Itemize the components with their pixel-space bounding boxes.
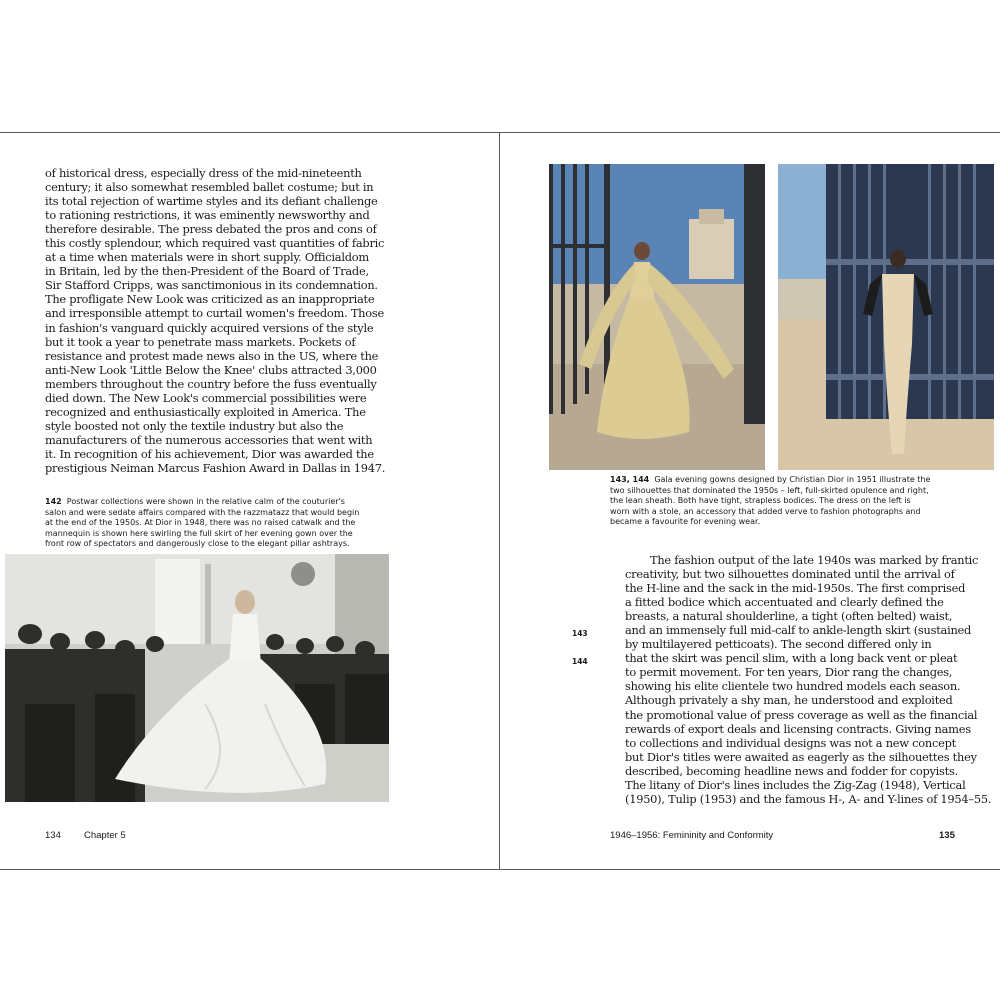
body-line: but Dior's titles were awaited as eagerly as the silhouettes they [625, 749, 977, 764]
left-page [0, 133, 499, 869]
body-line: in Britain, led by the then-President of the Board of Trade, [45, 264, 369, 279]
body-line: the promotional value of press coverage as well as the financial [625, 707, 978, 722]
body-line: but it took a year to penetrate mass markets. Pockets of [45, 334, 356, 349]
body-line: of historical dress, especially dress of the mid-nineteenth [45, 166, 362, 180]
body-line: and irresponsible attempt to curtail women's freedom. Those [45, 306, 384, 321]
caption-number: 142 [45, 497, 62, 506]
body-line: described, becoming headline news and fodder for copyists. [625, 763, 958, 778]
body-line: style boosted not only the textile industry but also the [45, 418, 344, 433]
body-line: The fashion output of the late 1940s was marked by frantic [650, 553, 979, 567]
body-line: resistance and protest made news also in the US, where the [45, 348, 379, 363]
body-line: creativity, but two silhouettes dominated until the arrival of [625, 567, 955, 582]
body-line: breasts, a natural shoulderline, a tight (often belted) waist, [625, 609, 953, 624]
body-line: recognized and enthusiastically exploited in America. The [45, 404, 366, 419]
body-line: therefore desirable. The press debated the pros and cons of [45, 222, 377, 237]
body-line: it. In recognition of his achievement, Dior was awarded the [45, 446, 374, 461]
folio-chapter-title: 1946–1956: Femininity and Conformity [610, 830, 774, 841]
body-line: Sir Stafford Cripps, was sanctimonious in its condemnation. [45, 278, 378, 293]
marginal-ref-143: 143 [572, 629, 588, 638]
body-line: prestigious Neiman Marcus Fashion Award in Dallas in 1947. [45, 460, 386, 475]
body-line: at a time when materials were in short supply. Officialdom [45, 250, 369, 265]
body-line: this costly splendour, which required vast quantities of fabric [45, 236, 385, 251]
body-line: and an immensely full mid-calf to ankle-length skirt (sustained [625, 623, 972, 638]
photo-full-skirted-gown [549, 164, 765, 470]
folio-number-right: 135 [939, 830, 955, 841]
body-line: a fitted bodice which accentuated and clearly defined the [625, 595, 944, 610]
body-line: that the skirt was pencil slim, with a long back vent or pleat [625, 651, 958, 666]
caption-142: 142 Postwar collections were shown in the relative calm of the couturier's salon and were sedate affairs compared with the razzmatazz that would begin at the end of the 1950s. At Dior in 1948, there was no raised catwalk and the mannequin is shown here swirling the full skirt of her evening gown over the front row of spectators and dangerously close to the elegant pillar ashtrays. [45, 497, 360, 548]
body-line: died down. The New Look's commercial possibilities were [45, 390, 367, 405]
folio-number-left: 134 [45, 830, 61, 841]
body-line: showing his elite clientele two hundred models each season. [625, 679, 961, 694]
body-line: to rationing restrictions, it was eminently newsworthy and [45, 208, 370, 223]
marginal-ref-144: 144 [572, 657, 588, 666]
right-page [500, 133, 1000, 869]
body-line: rewards of export deals and licensing contracts. Giving names [625, 721, 971, 736]
body-line: The profligate New Look was criticized as an inappropriate [45, 292, 375, 307]
body-line: century; it also somewhat resembled ballet costume; but in [45, 180, 374, 195]
left-body-text [45, 166, 386, 475]
body-line: to collections and individual designs was not a new concept [625, 735, 956, 750]
right-body-text [625, 553, 992, 806]
body-line: members throughout the country before the fuss eventually [45, 376, 377, 391]
photo-lean-sheath-gown [778, 164, 994, 470]
body-line: The litany of Dior's lines includes the Zig-Zag (1948), Vertical [625, 777, 966, 792]
body-line: in fashion's vanguard quickly acquired versions of the style [45, 320, 374, 335]
body-line: to permit movement. For ten years, Dior rang the changes, [625, 665, 953, 680]
book-spread [0, 132, 1000, 870]
body-line: its total rejection of wartime styles and its defiant challenge [45, 194, 378, 209]
body-line: the H-line and the sack in the mid-1950s. The first comprised [625, 581, 966, 596]
photo-dior-salon-1948 [5, 554, 389, 802]
caption-number: 143, 144 [610, 475, 650, 484]
body-line: by multilayered petticoats). The second differed only in [625, 637, 932, 652]
caption-143-144: 143, 144 Gala evening gowns designed by Christian Dior in 1951 illustrate the two silhouettes that dominated the 1950s – left, full-skirted opulence and right, the lean sheath. Both have tight, strapless bodices. The dress on the left is worn with a stole, an accessory that added verve to fashion photographs and became a favourite for evening wear. [610, 475, 931, 526]
folio-chapter: Chapter 5 [84, 830, 126, 841]
body-line: (1950), Tulip (1953) and the famous H-, A- and Y-lines of 1954–55. [625, 791, 992, 806]
body-line: anti-New Look 'Little Below the Knee' clubs attracted 3,000 [45, 362, 377, 377]
body-line: Although privately a shy man, he understood and exploited [625, 693, 953, 708]
body-line: manufacturers of the numerous accessories that went with [45, 432, 373, 447]
